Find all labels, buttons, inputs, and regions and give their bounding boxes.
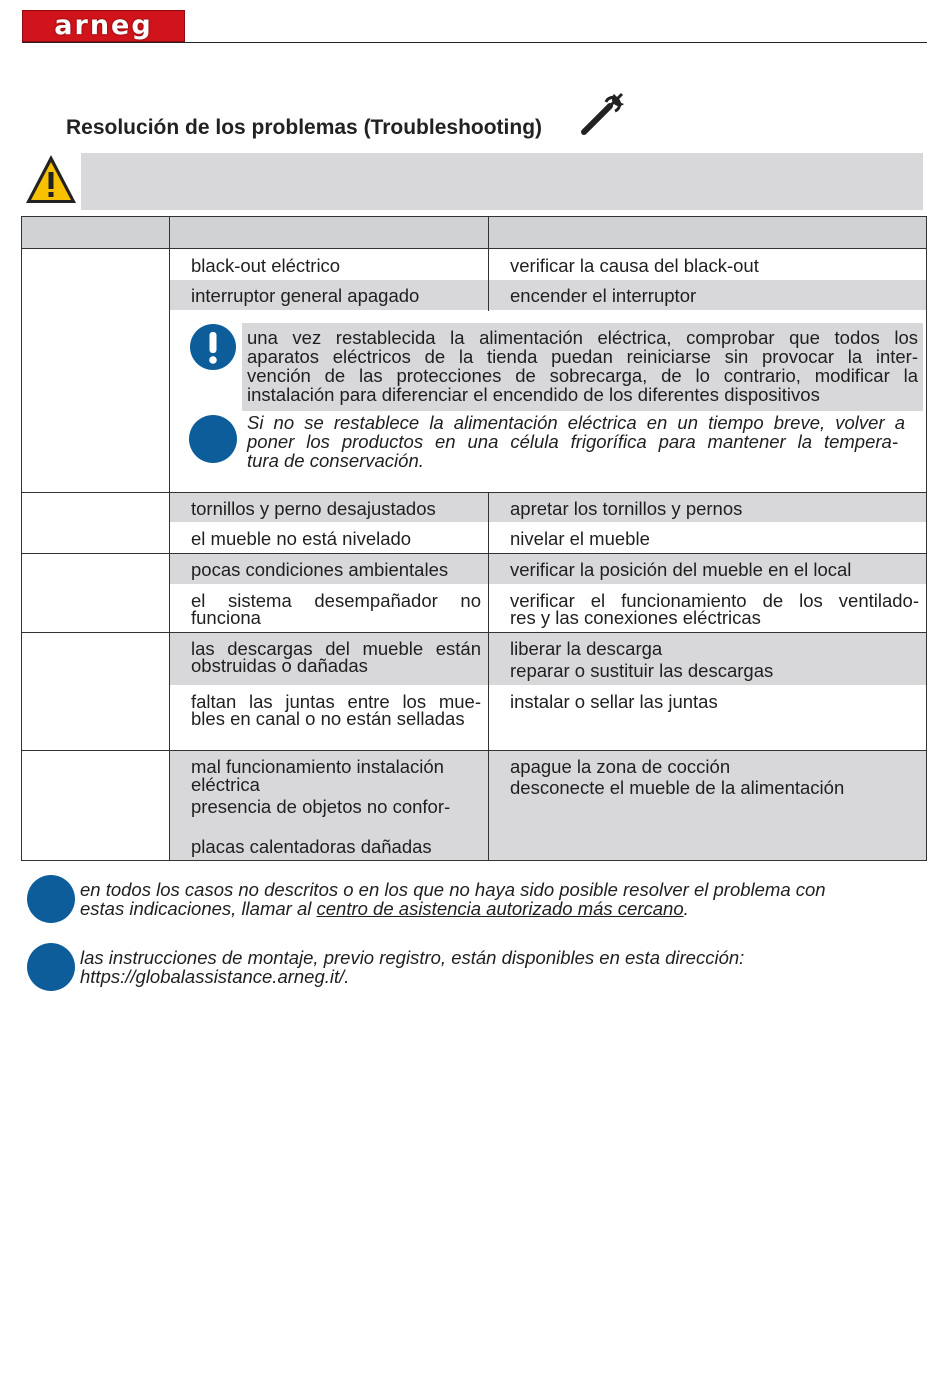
table-cell-cause: interruptor general apagado xyxy=(191,285,420,306)
info-note-line: tura de conservación. xyxy=(247,450,424,471)
service-note-prefix: estas indicaciones, llamar al xyxy=(80,898,317,919)
table-cell-solution: verificar la causa del black-out xyxy=(510,255,759,276)
table-cell-cause: faltan las juntas entre los mue- xyxy=(191,691,481,712)
info-note-line: Si no se restablece la alimentación eléctrica en un tiempo breve, volver a xyxy=(247,412,905,433)
info-note-line: poner los productos en una célula frigorífica para mantener la tempera- xyxy=(247,431,898,452)
table-cell-cause: funciona xyxy=(191,607,261,628)
table-cell-solution: apretar los tornillos y pernos xyxy=(510,498,743,519)
blue-circle-icon xyxy=(27,943,75,991)
table-cell-cause: obstruidas o dañadas xyxy=(191,655,368,676)
table-cell-cause: eléctrica xyxy=(191,774,260,795)
attention-note-line: vención de las protecciones de sobrecarga, de lo contrario, modificar la xyxy=(247,365,918,386)
header-rule xyxy=(22,42,927,43)
table-cell-solution: liberar la descarga xyxy=(510,638,663,659)
attention-note-line: una vez restablecida la alimentación eléctrica, comprobar que todos los xyxy=(247,327,918,348)
table-cell-solution: encender el interruptor xyxy=(510,285,697,306)
table-cell-solution: verificar el funcionamiento de los ventilado- xyxy=(510,590,919,611)
table-cell-solution: res y las conexiones eléctricas xyxy=(510,607,761,628)
service-note-line: en todos los casos no descritos o en los que no haya sido posible resolver el problema con xyxy=(80,879,826,900)
warning-triangle-icon xyxy=(24,152,78,206)
wrench-icon xyxy=(576,88,628,138)
table-header-divider xyxy=(22,248,926,249)
service-center-link[interactable]: centro de asistencia autorizado más cercano xyxy=(316,898,684,919)
table-cell-solution: desconecte el mueble de la alimentación xyxy=(510,777,845,798)
service-note-suffix: . xyxy=(683,898,689,919)
table-cell-cause: el mueble no está nivelado xyxy=(191,528,412,549)
arneg-logo xyxy=(22,10,185,42)
table-header-row xyxy=(22,217,926,248)
table-cell-cause: bles en canal o no están selladas xyxy=(191,708,465,729)
attention-note-line: aparatos eléctricos de la tienda puedan reiniciarse sin provocar la inter- xyxy=(247,346,918,367)
table-cell-cause: pocas condiciones ambientales xyxy=(191,559,449,580)
blue-circle-icon xyxy=(27,875,75,923)
table-cell-cause: placas calentadoras dañadas xyxy=(191,836,432,857)
page-title: Resolución de los problemas (Troubleshooting) xyxy=(66,116,543,139)
table-cell-cause: mal funcionamiento instalación xyxy=(191,756,444,777)
attention-note-line: instalación para diferenciar el encendido de los diferentes dispositivos xyxy=(247,384,820,405)
table-cell-cause: presencia de objetos no confor- xyxy=(191,796,451,817)
column-divider-2-header xyxy=(488,217,489,248)
table-cell-cause: black-out eléctrico xyxy=(191,255,341,276)
assembly-note-line: las instrucciones de montaje, previo registro, están disponibles en esta dirección: xyxy=(80,947,745,968)
table-cell-solution: apague la zona de cocción xyxy=(510,756,731,777)
table-cell-solution: verificar la posición del mueble en el local xyxy=(510,559,852,580)
warning-band xyxy=(81,153,923,210)
table-cell-cause: las descargas del mueble están xyxy=(191,638,481,659)
assembly-url[interactable]: https://globalassistance.arneg.it/. xyxy=(80,966,350,987)
exclamation-circle-icon xyxy=(189,323,237,371)
table-cell-solution: reparar o sustituir las descargas xyxy=(510,660,774,681)
table-cell-cause: el sistema desempañador no xyxy=(191,590,481,611)
table-cell-solution: instalar o sellar las juntas xyxy=(510,691,718,712)
table-cell-cause: tornillos y perno desajustados xyxy=(191,498,436,519)
service-note-line xyxy=(80,899,689,918)
table-cell-solution: nivelar el mueble xyxy=(510,528,650,549)
blue-circle-icon xyxy=(189,415,237,463)
logo-text: arneg xyxy=(54,10,153,41)
